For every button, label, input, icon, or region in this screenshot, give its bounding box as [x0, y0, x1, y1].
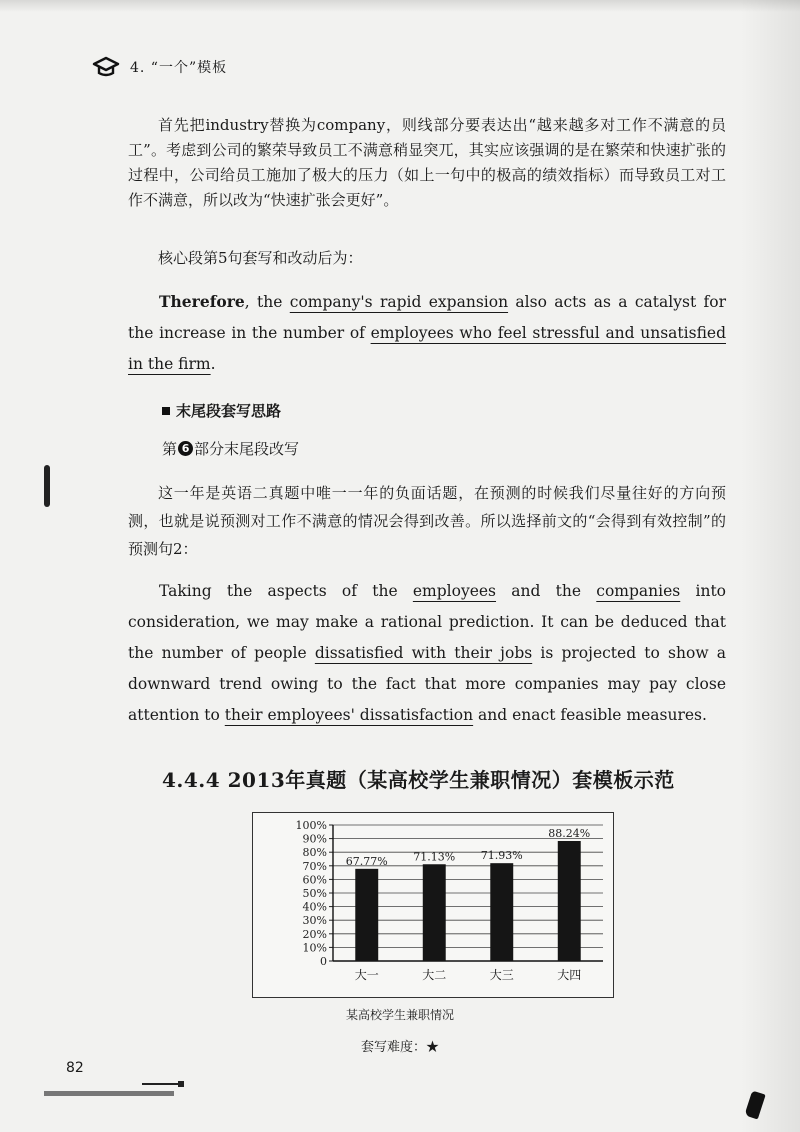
paragraph-explanation: 首先把industry替换为company，则线部分要表达出“越来越多对工作不满意的员工”。考虑到公司的繁荣导致员工不满意稍显突兀，其实应该强调的是在繁荣和快速扩张的过程中，公司给员工施加了极大的压力（如上一句中的极高的绩效指标）而导致员工对工作不满意，所以改为“快速扩张会更好”。 — [128, 116, 726, 209]
y-tick-label: 30% — [302, 914, 327, 928]
difficulty-rating — [0, 1036, 800, 1055]
footer-bar — [44, 1091, 174, 1096]
section-title: 4.4.4 2013年真题（某高校学生兼职情况）套模板示范 — [162, 768, 675, 792]
bar-value-label: 67.77% — [345, 854, 388, 868]
bar-chart — [252, 812, 614, 998]
text-run: Taking the aspects of the — [159, 582, 413, 600]
margin-mark — [44, 465, 50, 507]
page-number: 82 — [66, 1060, 84, 1076]
text-run: is projected to show a downward trend owing to the fact that more companies may pay close attention to — [128, 644, 727, 724]
y-tick-label: 100% — [295, 819, 327, 832]
header-section-title: 4. “一个”模板 — [130, 60, 228, 76]
text-run: . — [210, 355, 216, 373]
paragraph-note: 核心段第5句套写和改动后为： — [158, 249, 363, 267]
underlined-phrase: company's rapid expansion — [289, 293, 509, 311]
y-tick-label: 40% — [302, 900, 327, 914]
text-run: also acts as a catalyst for the increase in the number of — [128, 293, 727, 342]
bar-value-label: 71.13% — [413, 850, 456, 864]
sub-heading-pre: 第 — [162, 440, 178, 458]
text-run: and the — [496, 582, 597, 600]
y-tick-label: 80% — [302, 846, 327, 860]
bar-value-label: 88.24% — [548, 826, 591, 840]
underlined-phrase: dissatisfied with their jobs — [314, 644, 533, 662]
y-tick-label: 90% — [302, 832, 327, 846]
text-run: , the — [244, 293, 290, 311]
underlined-phrase: companies — [596, 582, 681, 600]
underlined-phrase: their employees' dissatisfaction — [224, 706, 474, 724]
y-tick-label: 60% — [302, 873, 327, 887]
section-heading-text: 末尾段套写思路 — [176, 402, 282, 420]
text-run: into consideration, we may make a rational prediction. It can be deduced that the number of people — [128, 582, 726, 662]
bar — [490, 863, 513, 961]
category-label: 大三 — [489, 968, 514, 982]
y-tick-label: 0 — [320, 955, 327, 968]
category-label: 大二 — [422, 968, 447, 982]
square-bullet-icon — [162, 407, 170, 415]
page-top-shadow — [0, 0, 800, 12]
sub-heading-post: 部分末尾段改写 — [194, 440, 300, 458]
bar-value-label: 71.93% — [480, 849, 523, 863]
difficulty-label: 套写难度： — [360, 1040, 426, 1055]
text-run: and enact feasible measures. — [473, 706, 707, 724]
footer-rule — [142, 1083, 180, 1085]
y-tick-label: 20% — [302, 927, 327, 941]
category-label: 大四 — [557, 968, 582, 982]
paragraph-prediction-note: 这一年是英语二真题中唯一一年的负面话题，在预测的时候我们尽量往好的方向预测，也就是说预测对工作不满意的情况会得到改善。所以选择前文的“会得到有效控制”的预测句2： — [128, 484, 726, 558]
paragraph-example-sentence — [128, 286, 726, 380]
bar — [423, 864, 446, 961]
y-tick-label: 10% — [302, 941, 327, 955]
page-right-shadow — [740, 0, 800, 1132]
y-tick-label: 50% — [302, 887, 327, 900]
underlined-phrase: employees who feel stressful and unsatisfied in the firm — [128, 324, 726, 373]
bar — [355, 869, 378, 961]
bar — [558, 841, 581, 961]
chart-caption: 某高校学生兼职情况 — [345, 1008, 454, 1022]
star-icon: ★ — [426, 1040, 440, 1055]
circled-number-icon: 6 — [178, 441, 193, 456]
running-header — [92, 56, 227, 78]
chart-canvas — [253, 813, 613, 997]
underlined-phrase: employees — [412, 582, 497, 600]
paragraph-prediction-sentence — [128, 576, 726, 731]
y-tick-label: 70% — [302, 859, 327, 873]
footer-dot — [178, 1081, 184, 1087]
sentence-lead: Therefore — [159, 292, 245, 311]
category-label: 大一 — [354, 968, 379, 982]
sub-heading — [162, 438, 299, 459]
section-heading — [162, 400, 281, 421]
graduation-cap-icon — [92, 56, 120, 78]
